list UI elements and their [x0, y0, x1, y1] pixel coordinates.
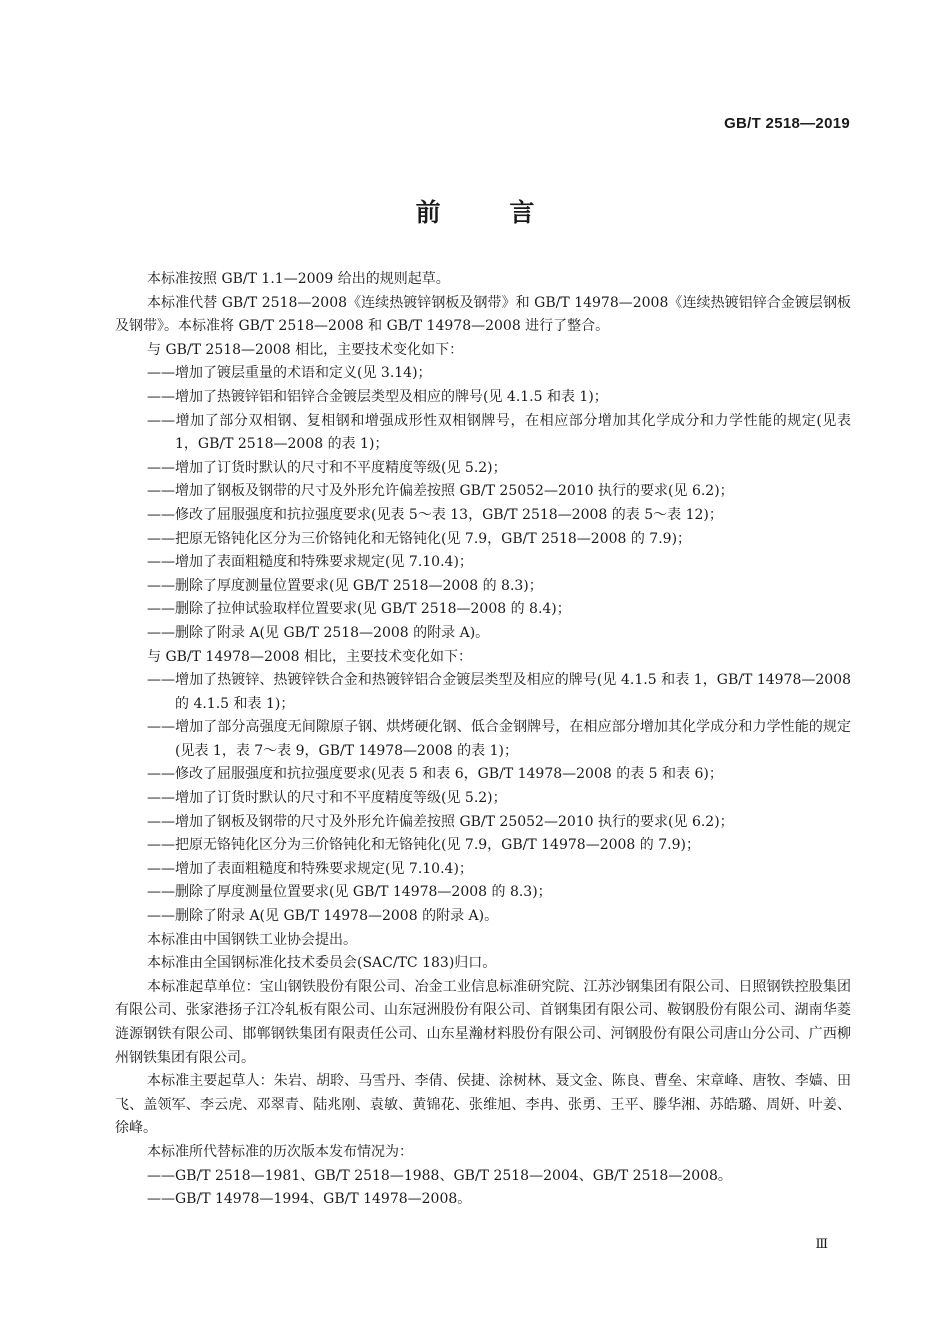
page-title: 前 言: [415, 198, 565, 227]
list-item: ——GB/T 2518—1981、GB/T 2518—1988、GB/T 2518—2004、GB/T 2518—2008。: [147, 1167, 732, 1184]
document-body: [115, 268, 851, 1212]
list-item: ——增加了订货时默认的尺寸和不平度精度等级(见 5.2)；: [147, 790, 507, 807]
paragraph: 本标准所代替标准的历次版本发布情况为：: [147, 1143, 413, 1160]
paragraph: 本标准起草单位：宝山钢铁股份有限公司、冶金工业信息标准研究院、江苏沙钢集团有限公司、日照钢铁控股集团有限公司、张家港扬子江冷轧板有限公司、山东冠洲股份有限公司、首钢集团有限公司、鞍钢股份有限公司、湖南华菱涟源钢铁有限公司、邯郸钢铁集团有限责任公司、山东星瀚材料股份有限公司、河钢股份有限公司唐山分公司、广西柳州钢铁集团有限公司。: [115, 978, 851, 1066]
list-item: ——删除了附录 A(见 GB/T 14978—2008 的附录 A)。: [147, 908, 499, 925]
list-item: ——修改了屈服强度和抗拉强度要求(见表 5 和表 6，GB/T 14978—2008 的表 5 和表 6)；: [147, 766, 723, 783]
paragraph: 本标准主要起草人：朱岩、胡聆、马雪丹、李倩、侯捷、涂树林、聂文金、陈良、曹垒、宋章峰、唐牧、李嫱、田飞、盖领军、李云虎、邓翠青、陆兆刚、袁敏、黄锦花、张维旭、李冉、张勇、王平、滕华湘、苏皓璐、周妍、叶姜、徐峰。: [115, 1073, 851, 1137]
list-item: ——增加了镀层重量的术语和定义(见 3.14)；: [147, 365, 432, 382]
list-item: ——增加了钢板及钢带的尺寸及外形允许偏差按照 GB/T 25052—2010 执行的要求(见 6.2)；: [147, 813, 734, 830]
list-item: ——增加了订货时默认的尺寸和不平度精度等级(见 5.2)；: [147, 459, 507, 476]
standard-code: GB/T 2518—2019: [724, 115, 850, 132]
list-item: ——增加了表面粗糙度和特殊要求规定(见 7.10.4)；: [147, 860, 473, 877]
list-item: ——把原无铬钝化区分为三价铬钝化和无铬钝化(见 7.9，GB/T 14978—2008 的 7.9)；: [147, 837, 700, 854]
list-item: ——GB/T 14978—1994、GB/T 14978—2008。: [147, 1191, 472, 1208]
paragraph: 与 GB/T 14978—2008 相比，主要技术变化如下：: [147, 648, 473, 665]
paragraph: 与 GB/T 2518—2008 相比，主要技术变化如下：: [147, 341, 464, 358]
list-item: ——增加了热镀锌、热镀锌铁合金和热镀锌铝合金镀层类型及相应的牌号(见 4.1.5 和表 1，GB/T 14978—2008 的 4.1.5 和表 1)；: [147, 672, 851, 712]
list-item: ——增加了热镀锌铝和铝锌合金镀层类型及相应的牌号(见 4.1.5 和表 1)；: [147, 388, 608, 405]
list-item: ——删除了厚度测量位置要求(见 GB/T 2518—2008 的 8.3)；: [147, 577, 543, 594]
paragraph: 本标准按照 GB/T 1.1—2009 给出的规则起草。: [147, 271, 450, 287]
list-item: ——删除了厚度测量位置要求(见 GB/T 14978—2008 的 8.3)；: [147, 884, 552, 901]
list-item: ——增加了表面粗糙度和特殊要求规定(见 7.10.4)；: [147, 554, 473, 571]
paragraph: 本标准代替 GB/T 2518—2008《连续热镀锌钢板及钢带》和 GB/T 14978—2008《连续热镀铝锌合金镀层钢板及钢带》。本标准将 GB/T 2518—2008 和 GB/T 14978—2008 进行了整合。: [115, 294, 851, 335]
list-item: ——增加了部分高强度无间隙原子钢、烘烤硬化钢、低合金钢牌号，在相应部分增加其化学成分和力学性能的规定(见表 1，表 7～表 9，GB/T 14978—2008 的表 1)；: [147, 719, 851, 759]
paragraph: 本标准由全国钢标准化技术委员会(SAC/TC 183)归口。: [147, 955, 497, 972]
page-number: Ⅲ: [815, 1237, 828, 1252]
list-item: ——把原无铬钝化区分为三价铬钝化和无铬钝化(见 7.9，GB/T 2518—2008 的 7.9)；: [147, 530, 692, 547]
list-item: ——删除了拉伸试验取样位置要求(见 GB/T 2518—2008 的 8.4)；: [147, 601, 571, 618]
list-item: ——增加了钢板及钢带的尺寸及外形允许偏差按照 GB/T 25052—2010 执行的要求(见 6.2)；: [147, 483, 734, 500]
paragraph: 本标准由中国钢铁工业协会提出。: [147, 931, 357, 948]
list-item: ——删除了附录 A(见 GB/T 2518—2008 的附录 A)。: [147, 624, 490, 641]
list-item: ——修改了屈服强度和抗拉强度要求(见表 5～表 13，GB/T 2518—2008 的表 5～表 12)；: [147, 506, 723, 523]
list-item: ——增加了部分双相钢、复相钢和增强成形性双相钢牌号，在相应部分增加其化学成分和力学性能的规定(见表 1，GB/T 2518—2008 的表 1)；: [147, 412, 851, 453]
